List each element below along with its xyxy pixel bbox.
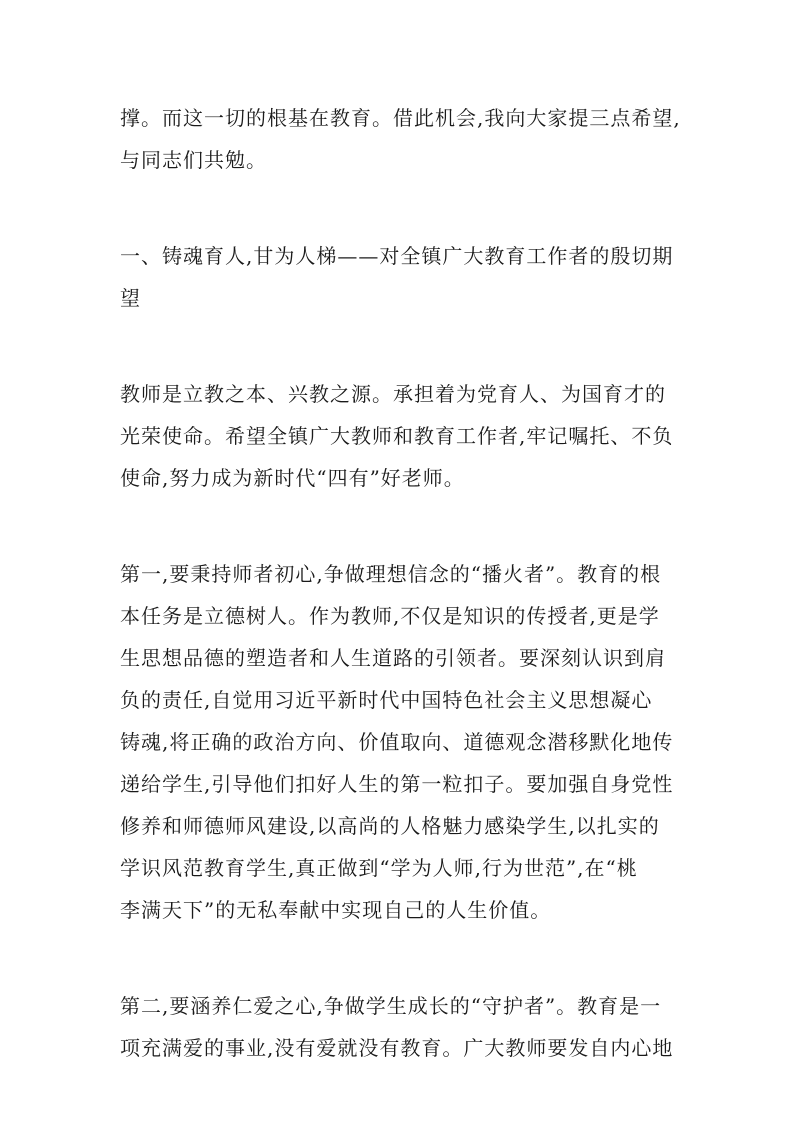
paragraph-intro-closing (120, 97, 680, 181)
text-line: 负的责任,自觉用习近平新时代中国特色社会主义思想凝心 (120, 688, 653, 712)
text-line: 与同志们共勉。 (120, 148, 267, 172)
text-line: 撑。而这一切的根基在教育。借此机会,我向大家提三点希望, (120, 106, 681, 130)
text-line: 递给学生,引导他们扣好人生的第一粒扣子。要加强自身党性 (120, 772, 674, 796)
heading-line: 望 (120, 286, 141, 310)
text-line: 使命,努力成为新时代“四有”好老师。 (120, 466, 465, 490)
paragraph-point-one (120, 553, 680, 931)
text-line: 第一,要秉持师者初心,争做理想信念的“播火者”。教育的根 (120, 562, 662, 586)
text-line: 项充满爱的事业,没有爱就没有教育。广大教师要发自内心地 (120, 1036, 674, 1060)
text-line: 教师是立教之本、兴教之源。承担着为党育人、为国育才的 (120, 382, 666, 406)
heading-line: 一、铸魂育人,甘为人梯——对全镇广大教育工作者的殷切期 (120, 244, 674, 268)
text-line: 学识风范教育学生,真正做到“学为人师,行为世范”,在“桃 (120, 856, 638, 880)
paragraph-point-two (120, 985, 680, 1069)
text-line: 光荣使命。希望全镇广大教师和教育工作者,牢记嘱托、不负 (120, 424, 674, 448)
text-line: 第二,要涵养仁爱之心,争做学生成长的“守护者”。教育是一 (120, 994, 662, 1018)
document-body (120, 97, 680, 1123)
text-line: 铸魂,将正确的政治方向、价值取向、道德观念潜移默化地传 (120, 730, 674, 754)
section-heading (120, 235, 680, 319)
text-line: 生思想品德的塑造者和人生道路的引领者。要深刻认识到肩 (120, 646, 666, 670)
text-line: 修养和师德师风建设,以高尚的人格魅力感染学生,以扎实的 (120, 814, 660, 838)
text-line: 李满天下”的无私奉献中实现自己的人生价值。 (120, 898, 552, 922)
text-line: 本任务是立德树人。作为教师,不仅是知识的传授者,更是学 (120, 604, 660, 628)
paragraph-teacher-mission (120, 373, 680, 499)
